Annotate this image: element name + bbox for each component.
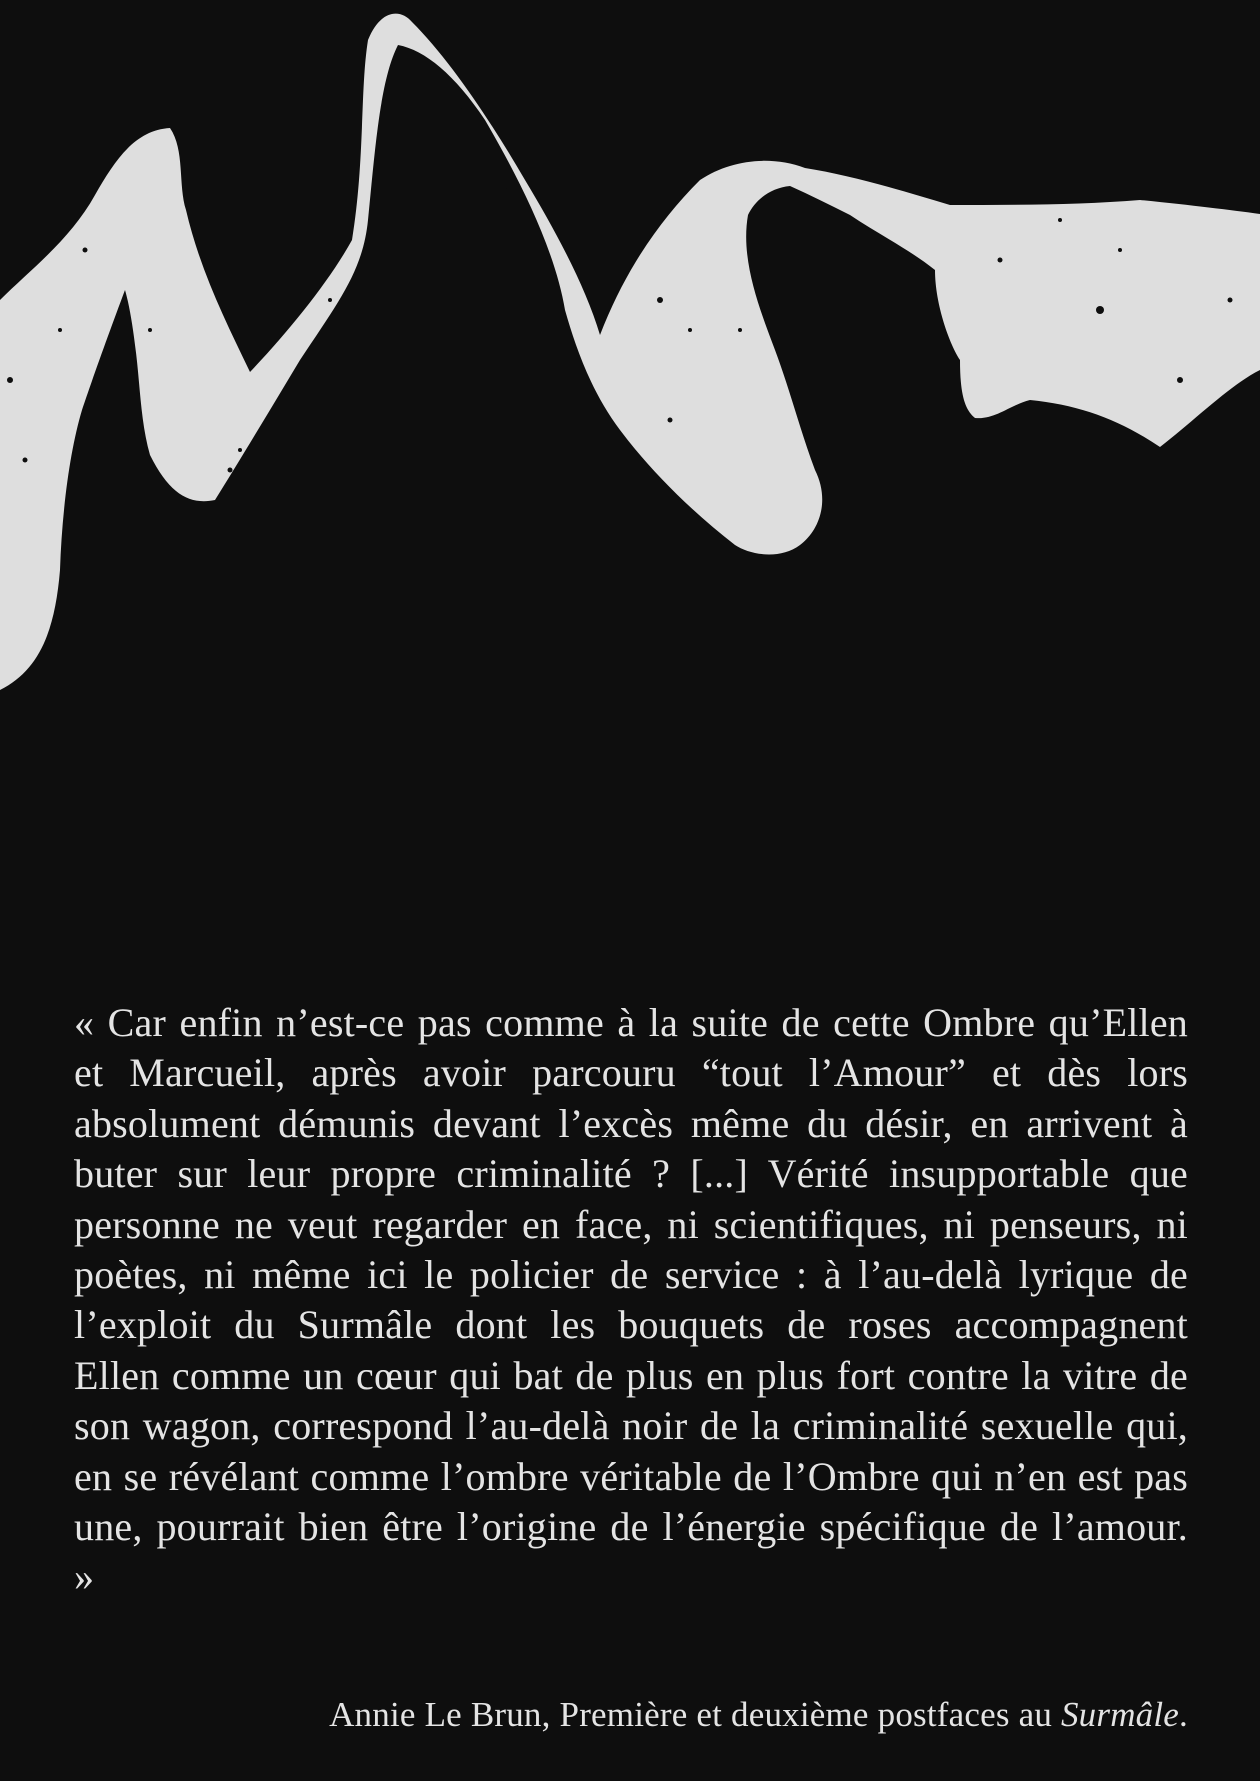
attribution-work-title: Surmâle xyxy=(1060,1695,1180,1734)
brush-stroke-illustration xyxy=(0,0,1260,720)
quote-text: « Car enfin n’est-ce pas comme à la suite de cette Ombre qu’Ellen et Marcueil, après avoir parcouru “tout l’Amour” et dès lors absolument démunis devant l’excès même du désir, en arrivent à buter sur leur propre criminalité ? [...] Vérité insupportable que personne ne veut regarder en face, ni scientifiques, ni penseurs, ni poètes, ni même ici le policier de service : à l’au-delà lyrique de l’exploit du Surmâle dont les bouquets de roses accompagnent Ellen comme un cœur qui bat de plus en plus fort contre la vitre de son wagon, correspond l’au-delà noir de la criminalité sexuelle qui, en se révélant comme l’ombre véritable de l’Ombre qui n’en est pas une, pourrait bien être l’origine de l’énergie spécifique de l’amour. » xyxy=(74,1000,1188,1600)
attribution-author: Annie Le Brun, Première et deuxième postfaces au xyxy=(329,1695,1061,1734)
quote-attribution xyxy=(74,1693,1188,1737)
brush-stroke xyxy=(0,14,1260,690)
attribution-suffix: . xyxy=(1179,1695,1188,1734)
